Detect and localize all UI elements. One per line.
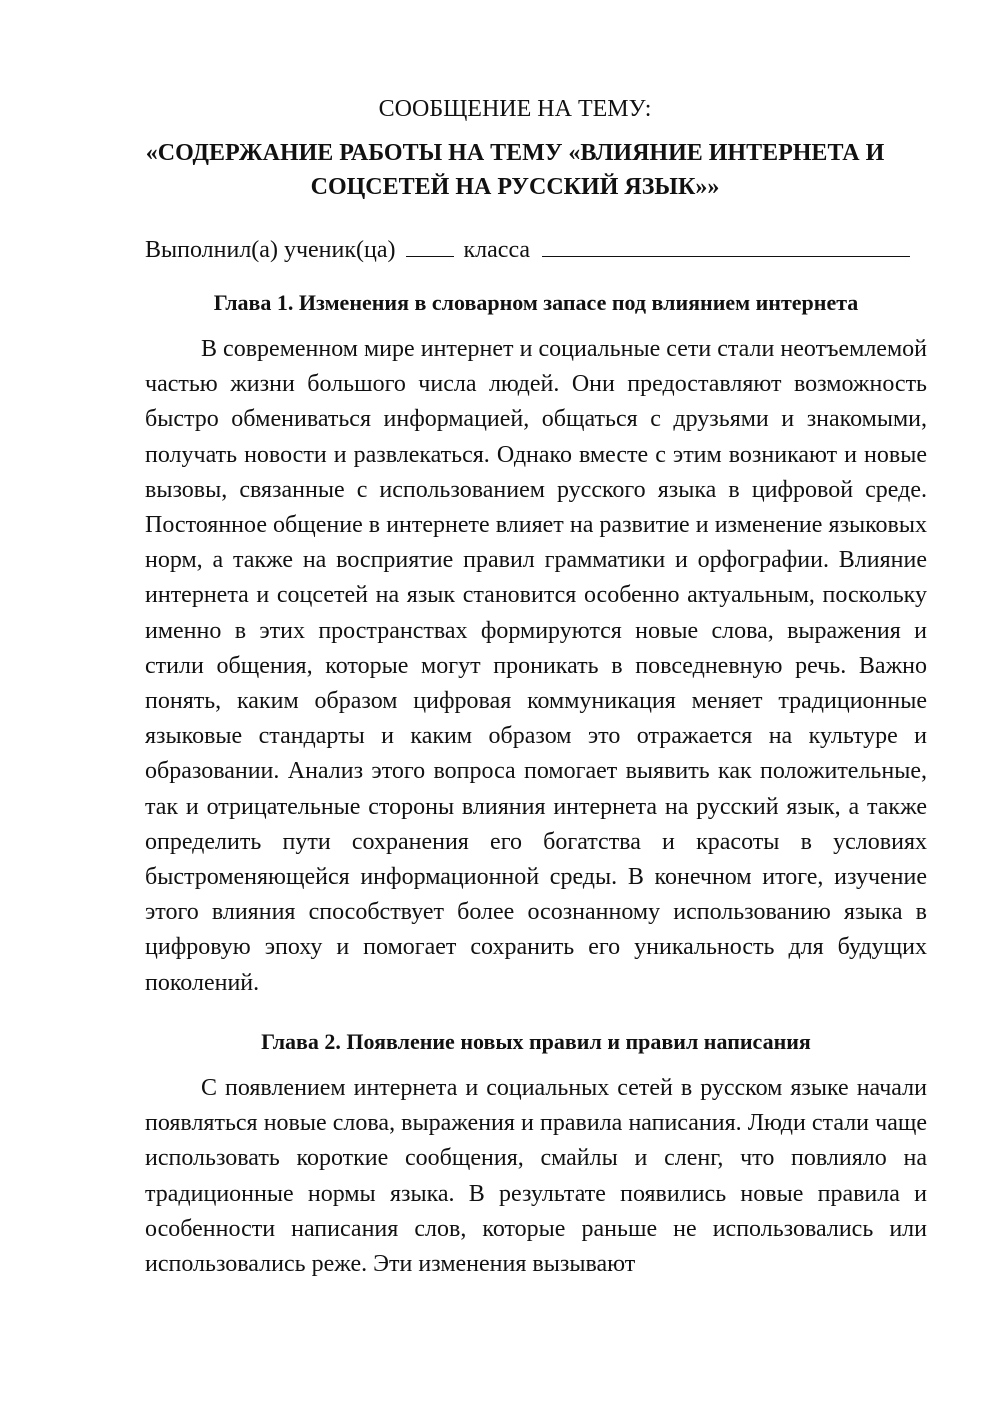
document-label: СООБЩЕНИЕ НА ТЕМУ: xyxy=(378,96,652,122)
document-header xyxy=(0,92,1000,204)
chapter-2-heading: Глава 2. Появление новых правил и правил написания xyxy=(261,1029,811,1054)
chapter-1-heading: Глава 1. Изменения в словарном запасе под влиянием интернета xyxy=(213,290,859,315)
chapter-1-paragraph: В современном мире интернет и социальные сети стали неотъемлемой частью жизни большого числа людей. Они предоставляют возможность быстро обмениваться информацией, общаться с друзьями и знакомыми, получать новости и развлекаться. Однако вместе с этим возникают и новые вызовы, связанные с использованием русского языка в цифровой среде. Постоянное общение в интернете влияет на развитие и изменение языковых норм, а также на восприятие правил грамматики и орфографии. Влияние интернета и соцсетей на язык становится особенно актуальным, поскольку именно в этих пространствах формируются новые слова, выражения и стили общения, которые могут проникать в повседневную речь. Важно понять, каким образом цифровая коммуникация меняет традиционные языковые стандарты и каким образом это отражается на культуре и образовании. Анализ этого вопроса помогает выявить как положительные, так и отрицательные стороны влияния интернета на русский язык, а также определить пути сохранения его богатства и красоты в условиях быстроменяющейся информационной среды. В конечном итоге, изучение этого влияния способствует более осознанному использованию языка в цифровую эпоху и помогает сохранить его уникальность для будущих поколений. xyxy=(145,336,927,996)
performed-by-label: Выполнил(а) ученик(ца) xyxy=(145,237,396,263)
chapter-2-paragraph: С появлением интернета и социальных сетей в русском языке начали появляться новые слова, выражения и правила написания. Люди стали чаще использовать короткие сообщения, смайлы и сленг, что повлияло на традиционные нормы языка. В результате появились новые правила и особенности написания слов, которые раньше не использовались или использовались реже. Эти изменения вызывают xyxy=(145,1075,927,1278)
chapter-1 xyxy=(145,288,927,1001)
document-title: «СОДЕРЖАНИЕ РАБОТЫ НА ТЕМУ «ВЛИЯНИЕ ИНТЕРНЕТА И СОЦСЕТЕЙ НА РУССКИЙ ЯЗЫК»» xyxy=(145,140,885,200)
class-word-label: класса xyxy=(463,237,531,263)
author-line xyxy=(145,230,935,267)
class-number-blank xyxy=(406,230,454,257)
chapter-2 xyxy=(145,1027,927,1282)
student-name-blank xyxy=(542,230,910,257)
